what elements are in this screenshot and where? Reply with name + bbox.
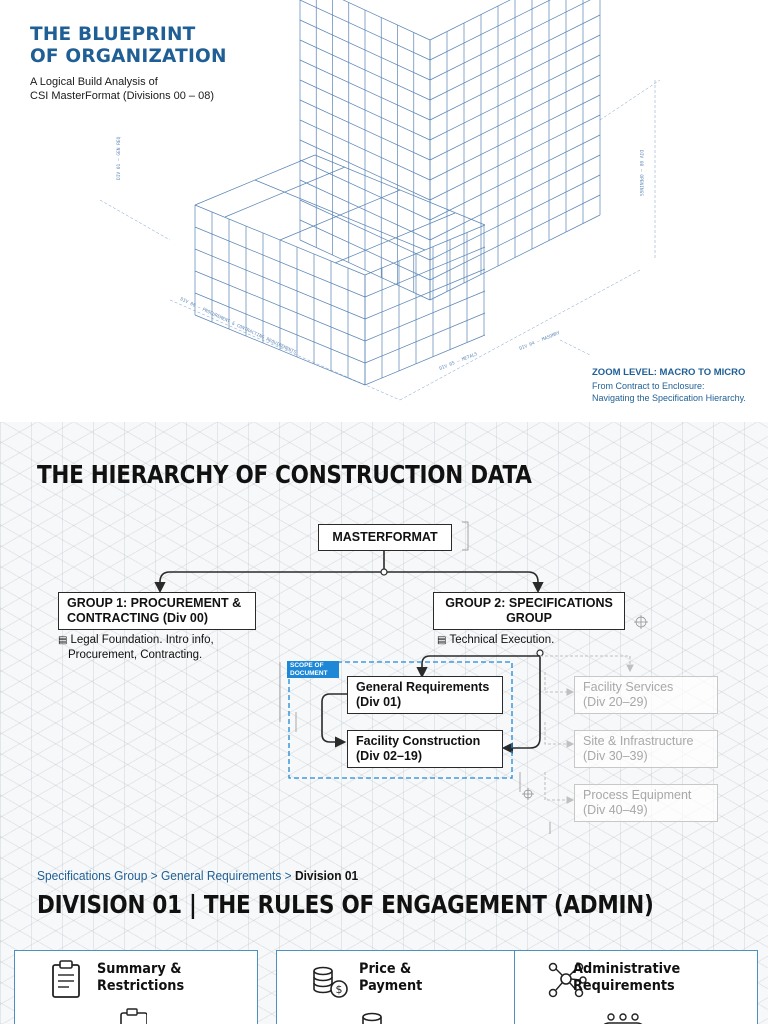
breadcrumb: Specifications Group > General Requirements > Division 01 [37, 868, 359, 883]
building-icon: ▤ [58, 635, 68, 646]
general-requirements-node: General Requirements (Div 01) [347, 676, 503, 714]
division-title: DIVISION 01 | THE RULES OF ENGAGEMENT (ADMIN) [37, 890, 654, 919]
svg-text:DIV 00 – PROCUREMENT & CONTRAC: DIV 00 – PROCUREMENT & CONTRACTING REQUIREMENTS [179, 297, 297, 356]
svg-text:DIV 01 – GEN REQ: DIV 01 – GEN REQ [117, 136, 122, 180]
building-icon: ▤ [437, 635, 447, 646]
document-title: THE BLUEPRINT OF ORGANIZATION [30, 24, 227, 67]
card-administrative-requirements: Administrative Requirements [514, 950, 758, 1024]
card-price-payment: $ Price & Payment [276, 950, 520, 1024]
process-equipment-node: Process Equipment (Div 40–49) [574, 784, 718, 822]
scope-of-document-tag: SCOPE OF DOCUMENT [287, 661, 339, 678]
zoom-level-title: ZOOM LEVEL: MACRO TO MICRO [592, 367, 746, 378]
group2-node: GROUP 2: SPECIFICATIONS GROUP [433, 592, 625, 630]
document-stack-icon [87, 1005, 147, 1024]
clipboard-icon [41, 957, 91, 1003]
breadcrumb-general-requirements[interactable]: General Requirements [160, 868, 282, 883]
group1-note: ▤ Legal Foundation. Intro info, Procurement, Contracting. [58, 634, 214, 661]
svg-text:DIV 04 – MASONRY: DIV 04 – MASONRY [518, 330, 561, 352]
document-subtitle: A Logical Build Analysis of CSI MasterFormat (Divisions 00 – 08) [30, 76, 214, 102]
group2-note: ▤ Technical Execution. [437, 634, 555, 646]
group1-node: GROUP 1: PROCUREMENT & CONTRACTING (Div 00) [58, 592, 256, 630]
site-infrastructure-node: Site & Infrastructure (Div 30–39) [574, 730, 718, 768]
zoom-level-description: From Contract to Enclosure: Navigating the Specification Hierarchy. [592, 381, 746, 403]
blueprint-cover [0, 0, 768, 422]
svg-text:DIV 05 – METALS: DIV 05 – METALS [438, 351, 479, 372]
hierarchy-title: THE HIERARCHY OF CONSTRUCTION DATA [37, 460, 532, 489]
facility-services-node: Facility Services (Div 20–29) [574, 676, 718, 714]
masterformat-root-node: MASTERFORMAT [318, 524, 452, 551]
coins-icon [303, 957, 353, 1003]
database-icon [349, 1005, 409, 1024]
breadcrumb-specifications-group[interactable]: Specifications Group [37, 868, 148, 883]
hierarchy-connectors [0, 422, 768, 1024]
svg-text:$: $ [335, 983, 343, 996]
hierarchy-section [0, 422, 768, 1024]
meeting-table-icon [593, 1005, 653, 1024]
facility-construction-node: Facility Construction (Div 02–19) [347, 730, 503, 768]
breadcrumb-current: Division 01 [294, 868, 359, 883]
svg-text:DIV 08 – OPENINGS: DIV 08 – OPENINGS [638, 150, 643, 197]
card-summary-restrictions: Summary & Restrictions [14, 950, 258, 1024]
